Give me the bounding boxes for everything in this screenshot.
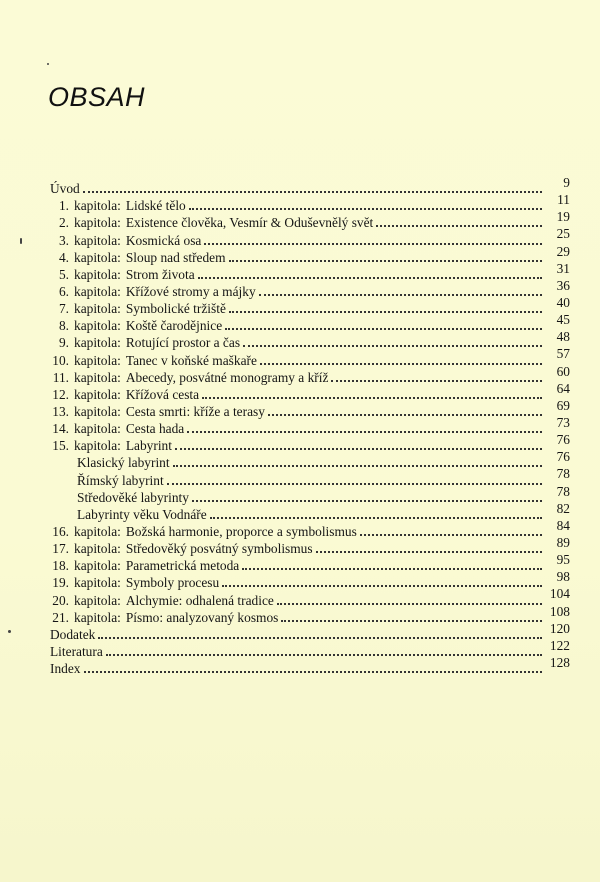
dot-leader [204, 243, 542, 245]
chapter-number: 4. [58, 249, 69, 265]
dot-leader [229, 260, 542, 262]
toc-entry-text [50, 626, 546, 643]
page-number: 84 [556, 517, 570, 533]
entry-title: Středověký posvátný symbolismus [125, 541, 313, 557]
dot-leader [167, 483, 542, 485]
dot-leader [259, 294, 542, 296]
dot-leader [175, 448, 542, 450]
dot-leader [192, 500, 542, 502]
toc-entry-text [50, 300, 546, 317]
chapter-number: 8. [58, 318, 69, 334]
entry-title: Dodatek [50, 626, 96, 642]
toc-entry-text [50, 180, 546, 197]
toc-entry-text [50, 369, 546, 386]
dot-leader [222, 585, 542, 587]
toc-entry-text [50, 420, 546, 437]
dot-leader [281, 620, 542, 622]
chapter-word: kapitola: [74, 249, 121, 265]
page-number: 29 [556, 243, 570, 259]
toc-entry-text [50, 232, 546, 249]
chapter-word: kapitola: [74, 369, 121, 385]
entry-title: Římský labyrint [77, 472, 164, 488]
dot-leader [277, 603, 542, 605]
dot-leader [268, 414, 542, 416]
chapter-number: 12. [52, 386, 69, 402]
dot-leader [189, 208, 542, 210]
toc-entry-text [50, 334, 546, 351]
toc-entry-text [50, 506, 546, 523]
toc-entry [50, 397, 570, 420]
toc-entry-text [50, 249, 546, 266]
toc-entry [50, 260, 570, 283]
dot-leader [260, 363, 542, 365]
entry-title: Středověké labyrinty [77, 489, 189, 505]
toc-entry [50, 449, 570, 471]
chapter-number: 13. [52, 403, 69, 419]
chapter-word: kapitola: [74, 232, 121, 248]
page-title: OBSAH [48, 82, 146, 112]
chapter-word: kapitola: [74, 541, 121, 557]
chapter-number: 21. [52, 609, 69, 625]
page-number: 128 [549, 654, 570, 670]
chapter-number: 14. [52, 421, 69, 437]
entry-title: Strom života [125, 266, 195, 282]
dot-leader [98, 637, 542, 639]
entry-title: Koště čarodějnice [125, 318, 223, 334]
page-number: 60 [556, 363, 570, 379]
entry-title: Parametrická metoda [125, 558, 240, 574]
toc-entry-text [50, 437, 546, 454]
page-number: 76 [556, 449, 570, 465]
toc-entry-text [50, 643, 546, 660]
entry-title: Labyrinty věku Vodnáře [77, 506, 207, 522]
toc-entry [50, 552, 570, 574]
dot-leader [198, 277, 542, 279]
page-number: 19 [556, 209, 570, 225]
chapter-number: 6. [58, 283, 69, 299]
toc-entry [50, 517, 570, 540]
toc-entry [50, 637, 570, 660]
entry-title: Úvod [50, 181, 80, 197]
chapter-word: kapitola: [74, 592, 121, 608]
dot-leader [187, 431, 542, 433]
page-number: 25 [556, 226, 570, 242]
page-number: 120 [549, 620, 570, 636]
chapter-word: kapitola: [74, 352, 121, 368]
toc-entry-text [50, 660, 546, 677]
toc-entry [50, 380, 570, 403]
dot-leader [331, 380, 542, 382]
chapter-word: kapitola: [74, 403, 121, 419]
toc-entry-text [50, 540, 546, 557]
toc-entry [50, 294, 570, 317]
entry-title: Klasický labyrint [77, 455, 170, 471]
chapter-word: kapitola: [74, 575, 121, 591]
paper-speck [47, 63, 49, 65]
paper-speck [8, 630, 11, 633]
dot-leader [225, 328, 542, 330]
toc-entry-text [50, 386, 546, 403]
chapter-number: 17. [52, 541, 69, 557]
toc-entry-text [50, 403, 546, 420]
chapter-word: kapitola: [74, 301, 121, 317]
chapter-number: 2. [58, 215, 69, 231]
chapter-word: kapitola: [74, 198, 121, 214]
dot-leader [242, 568, 542, 570]
entry-title: Symbolické tržiště [125, 301, 226, 317]
entry-title: Alchymie: odhalená tradice [125, 592, 274, 608]
page-number: 36 [556, 277, 570, 293]
page-number: 69 [556, 397, 570, 413]
dot-leader [173, 465, 542, 467]
entry-title: Symboly procesu [125, 575, 220, 591]
toc-entry [50, 277, 570, 300]
chapter-word: kapitola: [74, 609, 121, 625]
toc-entry [50, 534, 570, 557]
page-number: 98 [556, 569, 570, 585]
chapter-word: kapitola: [74, 421, 121, 437]
dot-leader [229, 311, 542, 313]
toc-entry [50, 312, 570, 334]
entry-title: Sloup nad středem [125, 249, 226, 265]
chapter-word: kapitola: [74, 386, 121, 402]
page-number: 9 [563, 175, 570, 190]
toc-entry-text [50, 266, 546, 283]
dot-leader [243, 345, 542, 347]
entry-title: Křížová cesta [125, 386, 200, 402]
chapter-word: kapitola: [74, 523, 121, 539]
entry-title: Literatura [50, 643, 103, 659]
toc-entry-text [50, 592, 546, 609]
toc-entry [50, 192, 570, 214]
dot-leader [106, 654, 542, 656]
chapter-number: 3. [58, 232, 69, 248]
toc-entry-text [50, 214, 546, 231]
toc-entry-text [50, 454, 546, 471]
toc-entry [50, 500, 570, 523]
chapter-number: 5. [58, 266, 69, 282]
toc-entry [50, 346, 570, 368]
chapter-number: 15. [52, 438, 69, 454]
page-number: 64 [556, 380, 570, 396]
entry-title: Rotující prostor a čas [125, 335, 241, 351]
toc-entry [50, 363, 570, 386]
entry-title: Existence člověka, Vesmír & Oduševnělý svět [125, 215, 374, 231]
entry-title: Božská harmonie, proporce a symbolismus [125, 523, 357, 539]
chapter-number: 20. [52, 592, 69, 608]
page-number: 40 [556, 294, 570, 310]
toc-entry-text [50, 557, 546, 574]
toc-entry-text [50, 352, 546, 369]
page-number: 95 [556, 552, 570, 568]
toc-entry [50, 586, 570, 608]
page-number: 57 [556, 346, 570, 362]
chapter-number: 7. [58, 301, 69, 317]
toc-entry [50, 569, 570, 591]
toc-entry [50, 466, 570, 488]
chapter-word: kapitola: [74, 283, 121, 299]
entry-title: Písmo: analyzovaný kosmos [125, 609, 279, 625]
toc-entry [50, 620, 570, 643]
page-number: 11 [557, 192, 570, 208]
page-number: 78 [556, 466, 570, 482]
entry-title: Index [50, 661, 81, 677]
toc-entry-text [50, 609, 546, 626]
toc-entry [50, 414, 570, 437]
toc-entry-text [50, 197, 546, 214]
toc-entry [50, 209, 570, 231]
chapter-word: kapitola: [74, 266, 121, 282]
page-number: 31 [556, 260, 570, 276]
entry-title: Cesta smrti: kříže a terasy [125, 403, 265, 419]
table-of-contents [50, 175, 570, 677]
entry-title: Lidské tělo [125, 198, 186, 214]
dot-leader [210, 517, 542, 519]
entry-title: Křížové stromy a májky [125, 283, 256, 299]
dot-leader [376, 225, 542, 227]
page-number: 73 [556, 414, 570, 430]
chapter-number: 11. [52, 369, 69, 385]
dot-leader [83, 191, 542, 193]
toc-entry-text [50, 489, 546, 506]
chapter-word: kapitola: [74, 215, 121, 231]
toc-entry-text [50, 317, 546, 334]
page-number: 76 [556, 432, 570, 448]
chapter-number: 18. [52, 558, 69, 574]
page-number: 104 [549, 586, 570, 602]
toc-entry [50, 175, 570, 197]
toc-entry [50, 226, 570, 248]
chapter-word: kapitola: [74, 438, 121, 454]
page-number: 45 [556, 312, 570, 328]
toc-entry [50, 432, 570, 454]
page-number: 78 [556, 483, 570, 499]
chapter-number: 16. [52, 523, 69, 539]
chapter-word: kapitola: [74, 318, 121, 334]
chapter-number: 1. [58, 198, 69, 214]
page-number: 122 [549, 637, 570, 653]
page-number: 89 [556, 534, 570, 550]
entry-title: Tanec v koňské maškaře [125, 352, 257, 368]
dot-leader [316, 551, 542, 553]
chapter-word: kapitola: [74, 558, 121, 574]
chapter-word: kapitola: [74, 335, 121, 351]
page-number: 82 [556, 500, 570, 516]
paper-speck [20, 238, 22, 244]
entry-title: Abecedy, posvátné monogramy a kříž [125, 369, 329, 385]
toc-entry [50, 243, 570, 266]
toc-entry-text [50, 574, 546, 591]
entry-title: Kosmická osa [125, 232, 202, 248]
toc-entry [50, 603, 570, 626]
toc-entry-text [50, 472, 546, 489]
toc-entry [50, 329, 570, 351]
dot-leader [360, 534, 542, 536]
toc-entry [50, 654, 570, 677]
entry-title: Labyrint [125, 438, 172, 454]
toc-entry-text [50, 523, 546, 540]
entry-title: Cesta hada [125, 421, 185, 437]
chapter-number: 10. [52, 352, 69, 368]
toc-entry [50, 483, 570, 506]
page-number: 108 [549, 603, 570, 619]
toc-entry-text [50, 283, 546, 300]
dot-leader [202, 397, 542, 399]
dot-leader [84, 671, 543, 673]
chapter-number: 9. [58, 335, 69, 351]
page-number: 48 [556, 329, 570, 345]
chapter-number: 19. [52, 575, 69, 591]
